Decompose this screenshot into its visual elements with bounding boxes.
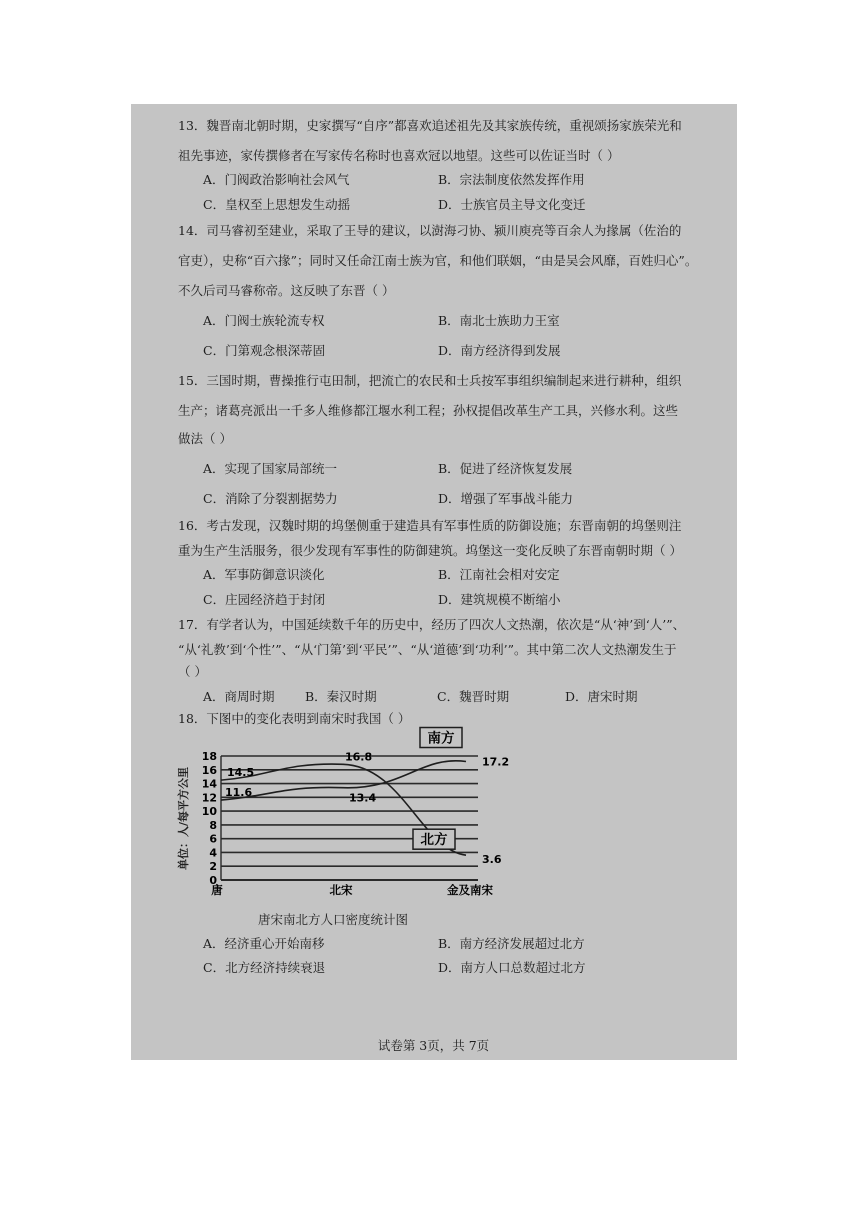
q16-option: C．庄园经济趋于封闭 [203,592,326,607]
q16-stem-line: 16．考古发现，汉魏时期的坞堡侧重于建造具有军事性质的防御设施；东晋南朝的坞堡则注 [178,518,682,533]
q18-stem-line: 18．下图中的变化表明到南宋时我国（ ） [178,711,411,726]
data-label: 13.4 [349,791,377,805]
q14-stem-line: 官吏），史称“百六掾”；同时又任命江南士族为官，和他们联姻，“由是吴会风靡，百姓归心”。 [178,253,698,268]
q16-option: B．江南社会相对安定 [438,567,560,582]
q18-option: B．南方经济发展超过北方 [438,936,585,951]
y-tick-label: 10 [201,805,217,819]
series-name-label: 南方 [427,730,455,747]
y-tick-label: 16 [201,763,217,777]
q14-option: D．南方经济得到发展 [438,343,561,358]
q16-option: D．建筑规模不断缩小 [438,592,561,607]
data-label: 3.6 [482,853,502,867]
q15-option: C．消除了分裂割据势力 [203,491,338,506]
q17-option: C．魏晋时期 [437,689,510,704]
q13-option: C．皇权至上思想发生动摇 [203,197,351,212]
y-tick-label: 14 [201,777,217,791]
data-label: 11.6 [225,786,253,800]
series-line [221,761,466,800]
q14-stem-line: 14．司马睿初至建业，采取了王导的建议，以澍海刁协、颍川庾亮等百余人为掾属（佐治的 [178,223,682,238]
data-label: 14.5 [227,766,255,780]
q17-stem-line: 17．有学者认为，中国延续数千年的历史中，经历了四次人文热潮，依次是“从‘神’到‘人’”、 [178,617,686,632]
y-tick-label: 6 [209,832,217,846]
q17-option: D．唐宋时期 [565,689,638,704]
x-tick-labels [211,883,493,897]
q18-option: D．南方人口总数超过北方 [438,960,586,975]
q13-option: B．宗法制度依然发挥作用 [438,172,585,187]
q17-option: A．商周时期 [203,689,275,704]
y-axis-label: 单位：人/每平方公里 [177,766,190,870]
y-tick-label: 8 [209,818,217,832]
data-label: 16.8 [345,750,373,764]
population-density-chart [173,730,513,905]
y-tick-label: 0 [209,874,217,887]
q18-option: A．经济重心开始南移 [203,936,325,951]
q15-option: B．促进了经济恢复发展 [438,461,573,476]
page-footer: 试卷第 3页，共 7页 [377,1038,490,1053]
q13-option: D．士族官员主导文化变迁 [438,197,586,212]
q16-option: A．军事防御意识淡化 [203,567,325,582]
q17-option: B．秦汉时期 [305,689,377,704]
y-tick-label: 4 [209,846,217,860]
y-tick-label: 12 [201,791,217,805]
x-tick-label: 北宋 [329,883,353,897]
q14-option: C．门第观念根深蒂固 [203,343,326,358]
q17-stem-line: （ ） [178,664,207,679]
q15-stem-line: 做法（ ） [178,431,232,446]
y-tick-label: 18 [201,750,217,763]
q13-stem-line: 13．魏晋南北朝时期，史家撰写“自序”都喜欢追述祖先及其家族传统，重视颂扬家族荣光和 [178,118,682,133]
y-tick-labels [202,750,218,887]
x-tick-label: 唐 [211,883,223,897]
q13-option: A．门阀政治影响社会风气 [203,172,350,187]
q13-stem-line: 祖先事迹，家传撰修者在写家传名称时也喜欢冠以地望。这些可以佐证当时（ ） [178,148,620,163]
y-tick-label: 2 [209,860,217,874]
data-label: 17.2 [482,755,510,769]
q14-option: B．南北士族助力王室 [438,313,560,328]
q17-stem-line: “从‘礼教’到‘个性’”、“从‘门第’到‘平民’”、“从‘道德’到‘功利’”。其中第二次人文热潮发生于 [178,642,677,657]
q15-stem-line: 15．三国时期，曹操推行屯田制，把流亡的农民和士兵按军事组织编制起来进行耕种，组织 [178,373,682,388]
chart-caption: 唐宋南北方人口密度统计图 [258,912,409,927]
series-name-label: 北方 [420,832,448,849]
q14-stem-line: 不久后司马睿称帝。这反映了东晋（ ） [178,283,395,298]
q18-option: C．北方经济持续衰退 [203,960,326,975]
x-tick-label: 金及南宋 [447,883,493,897]
q15-option: D．增强了军事战斗能力 [438,491,574,506]
q16-stem-line: 重为生产生活服务，很少发现有军事性的防御建筑。坞堡这一变化反映了东晋南朝时期（ ） [178,543,682,558]
q14-option: A．门阀士族轮流专权 [203,313,325,328]
q15-option: A．实现了国家局部统一 [203,461,338,476]
q15-stem-line: 生产；诸葛亮派出一千多人维修都江堰水利工程；孙权提倡改革生产工具，兴修水利。这些 [178,403,679,418]
